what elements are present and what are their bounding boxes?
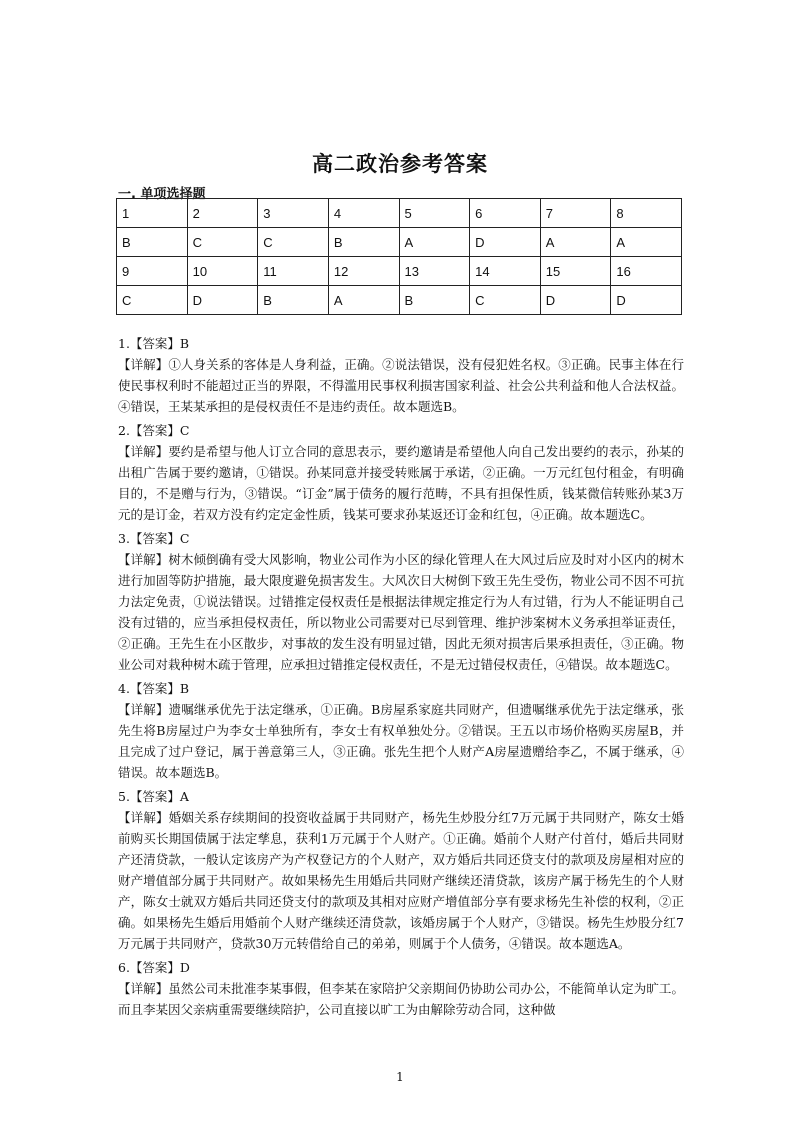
answer-letter-row	[117, 286, 682, 315]
answer-letter-cell: B	[258, 286, 329, 315]
question-number-cell: 1	[117, 199, 188, 228]
answer-label: 2.【答案】C	[118, 423, 190, 438]
question-number-cell: 16	[611, 257, 682, 286]
answer-letter-cell: B	[117, 228, 188, 257]
answer-letter-cell: C	[470, 286, 541, 315]
answer-letter-cell: C	[258, 228, 329, 257]
answer-block	[118, 420, 684, 525]
answer-letter-cell: B	[328, 228, 399, 257]
answer-label: 5.【答案】A	[118, 789, 189, 804]
question-number-cell: 7	[540, 199, 611, 228]
question-number-row	[117, 199, 682, 228]
question-number-cell: 6	[470, 199, 541, 228]
answer-block	[118, 957, 684, 1020]
answer-letter-cell: C	[117, 286, 188, 315]
answer-detail: 【详解】①人身关系的客体是人身利益，正确。②说法错误，没有侵犯姓名权。③正确。民事主体在行使民事权利时不能超过正当的界限，不得滥用民事权利损害国家利益、社会公共利益和他人合法权益。④错误，王某某承担的是侵权责任不是违约责任。故本题选B。	[118, 357, 684, 414]
answer-letter-cell: C	[187, 228, 258, 257]
question-number-cell: 9	[117, 257, 188, 286]
answer-detail: 【详解】要约是希望与他人订立合同的意思表示，要约邀请是希望他人向自己发出要约的表示，孙某的出租广告属于要约邀请，①错误。孙某同意并接受转账属于承诺，②正确。一万元红包付租金，有明确目的，不是赠与行为，③错误。“订金”属于债务的履行范畴，不具有担保性质，钱某微信转账孙某3万元的是订金，若双方没有约定定金性质，钱某可要求孙某返还订金和红包，④正确。故本题选C。	[118, 444, 684, 522]
answer-letter-cell: D	[187, 286, 258, 315]
answer-letter-cell: B	[399, 286, 470, 315]
answer-letter-cell: A	[611, 228, 682, 257]
page-number: 1	[396, 1070, 404, 1084]
answer-detail: 【详解】虽然公司未批准李某事假，但李某在家陪护父亲期间仍协助公司办公，不能简单认定为旷工。而且李某因父亲病重需要继续陪护，公司直接以旷工为由解除劳动合同，这种做	[118, 981, 684, 1017]
question-number-cell: 8	[611, 199, 682, 228]
answer-label: 4.【答案】B	[118, 681, 190, 696]
question-number-cell: 3	[258, 199, 329, 228]
question-number-cell: 14	[470, 257, 541, 286]
answer-detail: 【详解】遗嘱继承优先于法定继承，①正确。B房屋系家庭共同财产，但遗嘱继承优先于法定继承，张先生将B房屋过户为李女士单独所有，李女士有权单独处分。②错误。王五以市场价格购买房屋B，并且完成了过户登记，属于善意第三人，③正确。张先生把个人财产A房屋遗赠给李乙，不属于继承，④错误。故本题选B。	[118, 702, 684, 780]
answer-letter-cell: A	[540, 228, 611, 257]
answer-letter-cell: D	[611, 286, 682, 315]
answer-label: 3.【答案】C	[118, 531, 190, 546]
answer-letter-cell: A	[328, 286, 399, 315]
answer-block	[118, 333, 684, 417]
answer-letter-cell: D	[540, 286, 611, 315]
question-number-cell: 5	[399, 199, 470, 228]
question-number-cell: 11	[258, 257, 329, 286]
question-number-cell: 13	[399, 257, 470, 286]
answer-letter-cell: A	[399, 228, 470, 257]
question-number-cell: 2	[187, 199, 258, 228]
question-number-row	[117, 257, 682, 286]
answer-letter-cell: D	[470, 228, 541, 257]
question-number-cell: 10	[187, 257, 258, 286]
answer-block	[118, 678, 684, 783]
answer-block	[118, 786, 684, 954]
answer-detail: 【详解】婚姻关系存续期间的投资收益属于共同财产，杨先生炒股分红7万元属于共同财产，陈女士婚前购买长期国债属于法定孳息，获利1万元属于个人财产。①正确。婚前个人财产付首付，婚后共同财产还清贷款，一般认定该房产为产权登记方的个人财产，双方婚后共同还贷支付的款项及房屋相对应的财产增值部分属于共同财产。故如果杨先生用婚后共同财产继续还清贷款，该房产属于杨先生的个人财产，陈女士就双方婚后共同还贷支付的款项及其相对应财产增值部分享有要求杨先生补偿的权利，②正确。如果杨先生婚后用婚前个人财产继续还清贷款，该婚房属于个人财产，③错误。杨先生炒股分红7万元属于共同财产，贷款30万元转借给自己的弟弟，则属于个人债务，④错误。故本题选A。	[118, 810, 684, 951]
answer-label: 1.【答案】B	[118, 336, 190, 351]
question-number-cell: 4	[328, 199, 399, 228]
section-heading: 一. 单项选择题	[118, 187, 206, 202]
answer-block	[118, 528, 684, 675]
question-number-cell: 12	[328, 257, 399, 286]
answer-table	[116, 198, 682, 315]
answer-label: 6.【答案】D	[118, 960, 190, 975]
answer-letter-row	[117, 228, 682, 257]
answer-explanations	[118, 333, 684, 1023]
answer-detail: 【详解】树木倾倒确有受大风影响，物业公司作为小区的绿化管理人在大风过后应及时对小区内的树木进行加固等防护措施，最大限度避免损害发生。大风次日大树倒下致王先生受伤，物业公司不因不可抗力法定免责，①说法错误。过错推定侵权责任是根据法律规定推定行为人有过错，行为人不能证明自己没有过错的，应当承担侵权责任，所以物业公司需要对已尽到管理、维护涉案树木义务承担举证责任，②正确。王先生在小区散步，对事故的发生没有明显过错，因此无须对损害后果承担责任，③正确。物业公司对栽种树木疏于管理，应承担过错推定侵权责任，不是无过错侵权责任，④错误。故本题选C。	[118, 552, 684, 672]
page-title: 高二政治参考答案	[312, 152, 488, 176]
question-number-cell: 15	[540, 257, 611, 286]
